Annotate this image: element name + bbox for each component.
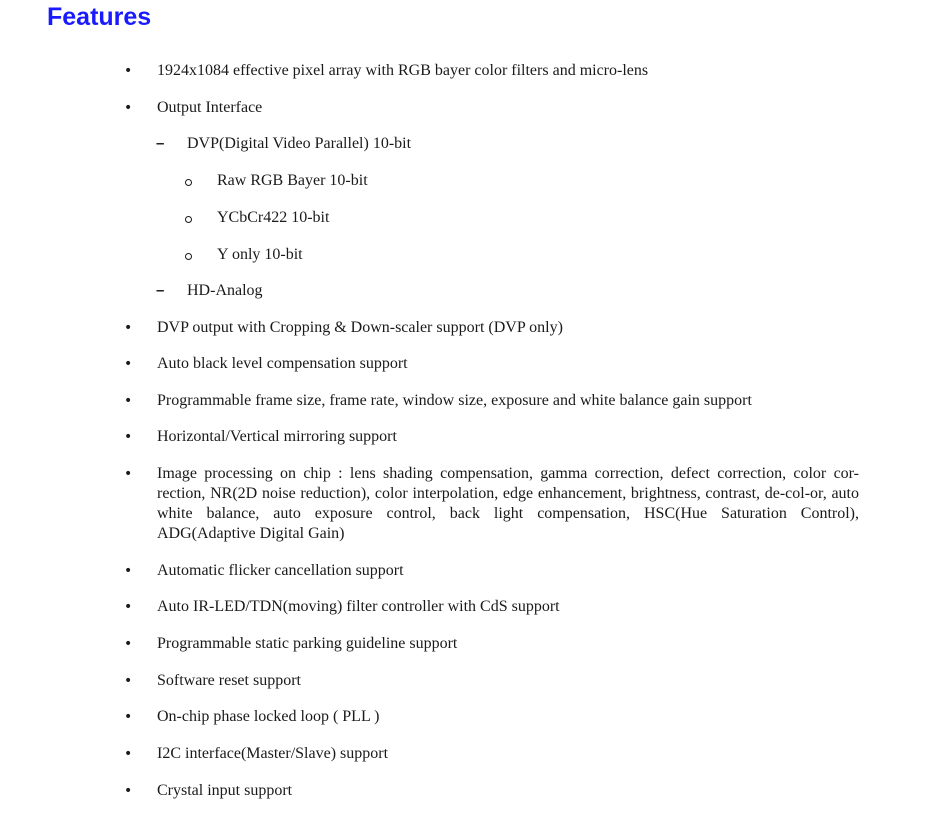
sub-item-text: DVP(Digital Video Parallel) 10-bit (187, 135, 412, 152)
dash-marker: – (156, 135, 165, 152)
circle-marker (185, 216, 192, 223)
feature-text: Software reset support (157, 672, 301, 689)
sub-sub-item-text: Y only 10-bit (217, 246, 303, 263)
feature-text: Programmable frame size, frame rate, window size, exposure and white balance gain support (157, 392, 752, 409)
bullet-marker: • (124, 100, 133, 116)
feature-text: I2C interface(Master/Slave) support (157, 745, 389, 762)
feature-text: Horizontal/Vertical mirroring support (157, 428, 397, 445)
bullet-marker: • (124, 636, 133, 652)
bullet-marker: • (124, 356, 133, 372)
bullet-marker: • (124, 393, 133, 409)
feature-text: DVP output with Cropping & Down-scaler support (DVP only) (157, 319, 563, 336)
bullet-marker: • (124, 466, 133, 482)
bullet-marker: • (124, 783, 133, 799)
circle-marker (185, 179, 192, 186)
feature-text: 1924x1084 effective pixel array with RGB bayer color filters and micro-lens (157, 62, 649, 79)
feature-text: Automatic flicker cancellation support (157, 562, 404, 579)
feature-text: Programmable static parking guideline support (157, 635, 458, 652)
bullet-marker: • (124, 563, 133, 579)
bullet-marker: • (124, 63, 133, 79)
feature-text: Auto IR-LED/TDN(moving) filter controller with CdS support (157, 598, 560, 615)
bullet-marker: • (124, 599, 133, 615)
bullet-marker: • (124, 709, 133, 725)
feature-text: Image processing on chip : lens shading compensation, gamma correction, defect correction, color cor-rection, NR(2D noise reduction), color interpolation, edge enhancement, brightness, contrast, de-col-or, auto white balance, auto exposure control, back light compensation, HSC(Hue Saturation Control), ADG(Adaptive Digital Gain) (157, 465, 859, 542)
section-heading: Features (47, 3, 152, 31)
feature-text: Auto black level compensation support (157, 355, 408, 372)
circle-marker (185, 253, 192, 260)
bullet-marker: • (124, 746, 133, 762)
sub-item-text: HD-Analog (187, 282, 263, 299)
feature-text: Crystal input support (157, 782, 293, 799)
bullet-marker: • (124, 673, 133, 689)
dash-marker: – (156, 282, 165, 299)
feature-text: Output Interface (157, 99, 263, 116)
bullet-marker: • (124, 320, 133, 336)
feature-text: On-chip phase locked loop ( PLL ) (157, 708, 380, 725)
bullet-marker: • (124, 429, 133, 445)
sub-sub-item-text: YCbCr422 10-bit (217, 209, 330, 226)
sub-sub-item-text: Raw RGB Bayer 10-bit (217, 172, 368, 189)
